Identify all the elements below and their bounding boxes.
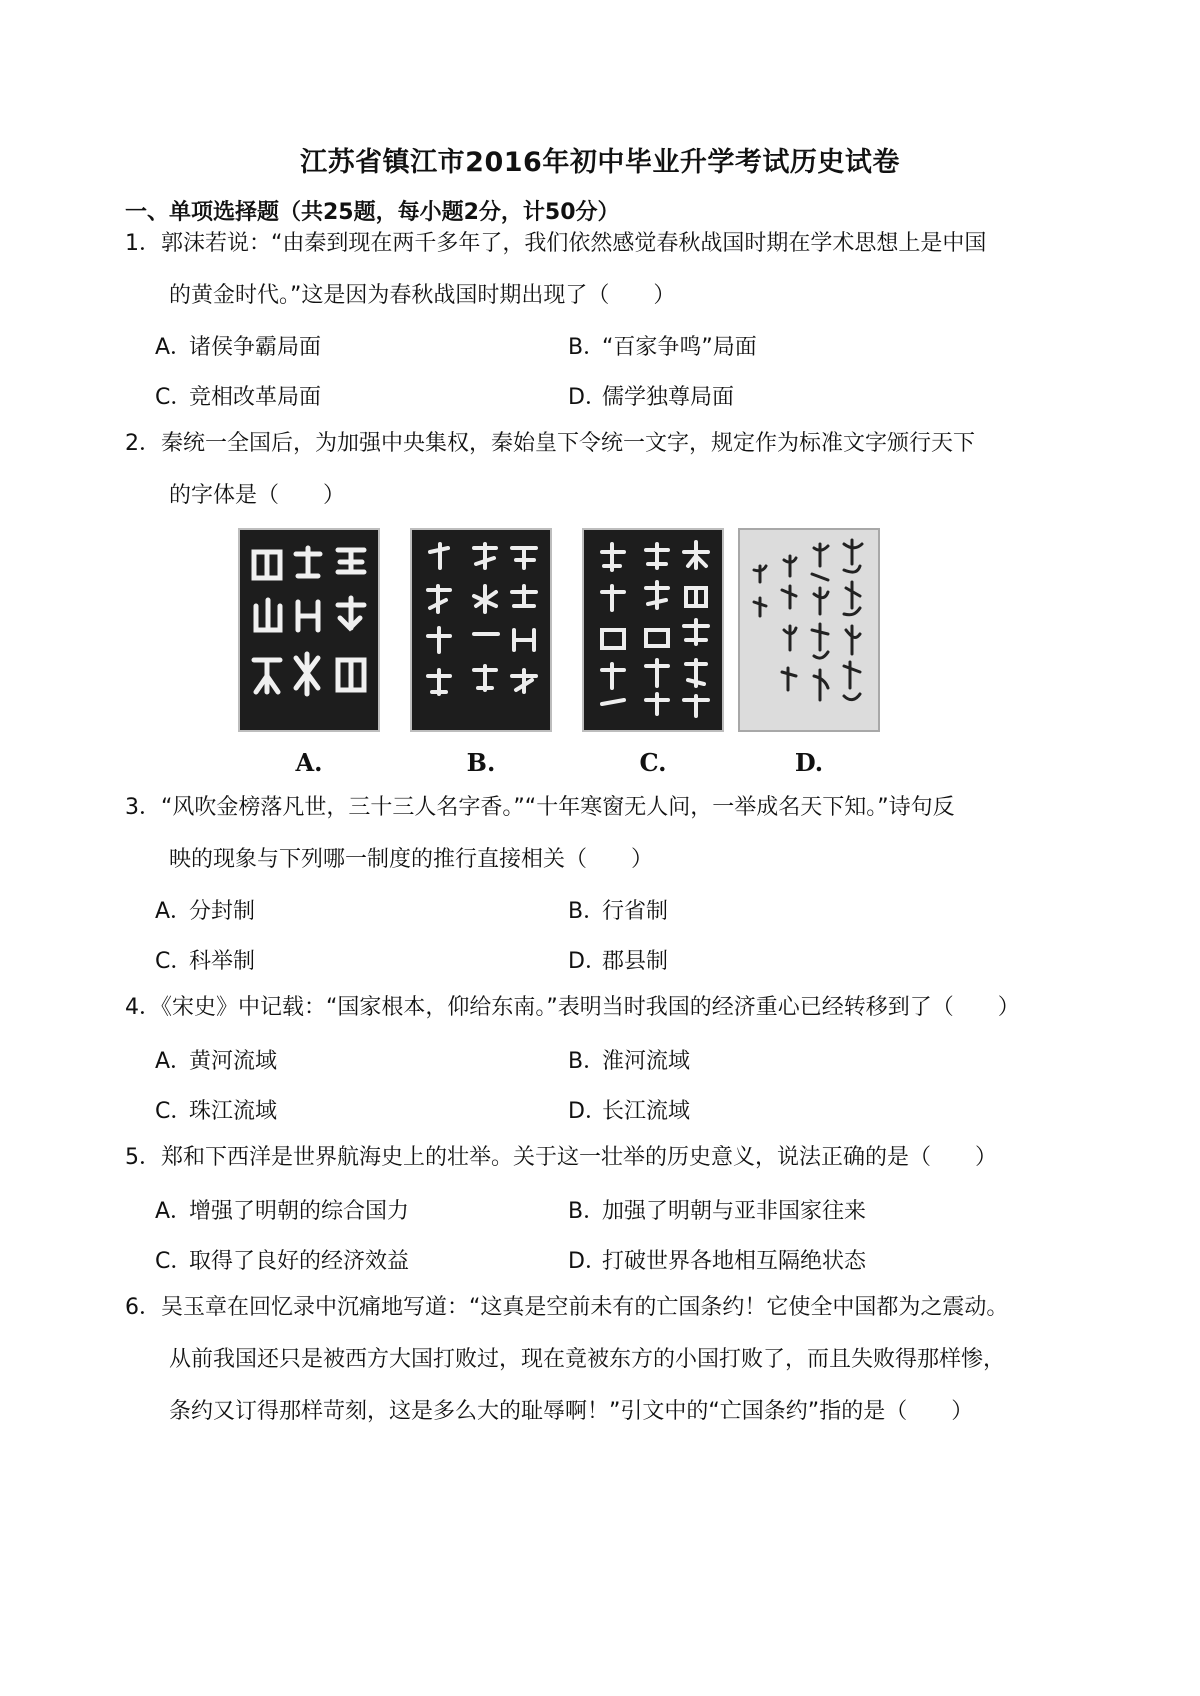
option-4c[interactable] [155, 1094, 277, 1125]
question-6 [125, 1282, 1085, 1438]
option-5c[interactable] [155, 1244, 409, 1275]
option-letter: A． [155, 899, 193, 924]
option-1a[interactable] [155, 330, 321, 361]
option-text: 儒学独尊局面 [602, 385, 735, 410]
question-3 [125, 782, 1085, 886]
option-text: 打破世界各地相互隔绝状态 [602, 1249, 867, 1274]
question-text: 郑和下西洋是世界航海史上的壮举。关于这一壮举的历史意义，说法正确的是（ ） [161, 1145, 998, 1170]
option-5a[interactable] [155, 1194, 409, 1225]
seal-script-image[interactable] [240, 530, 378, 730]
option-letter: C． [155, 949, 193, 974]
option-letter: B． [568, 899, 606, 924]
question-6-line-1 [125, 1282, 1085, 1334]
question-1 [125, 218, 1085, 322]
option-text: 科举制 [189, 949, 256, 974]
option-text: 长江流域 [602, 1099, 691, 1124]
option-letter: B． [568, 335, 606, 360]
question-1-line-1 [125, 218, 1085, 270]
option-4b[interactable] [568, 1044, 690, 1075]
option-text: 分封制 [189, 899, 256, 924]
option-text: 加强了明朝与亚非国家往来 [602, 1199, 867, 1224]
exam-title: 江苏省镇江市2016年初中毕业升学考试历史试卷 [300, 147, 900, 178]
question-6-line-2: 从前我国还只是被西方大国打败过，现在竟被东方的小国打败了，而且失败得那样惨， [169, 1347, 1006, 1372]
question-5-line-1 [125, 1132, 1085, 1184]
option-text: 淮河流域 [602, 1049, 691, 1074]
option-1b[interactable] [568, 330, 757, 361]
question-2-line-1 [125, 418, 1085, 470]
running-script-glyphs [740, 530, 878, 730]
option-text: 竞相改革局面 [189, 385, 322, 410]
question-number: 4． [125, 995, 161, 1020]
option-text: 珠江流域 [189, 1099, 278, 1124]
question-2 [125, 418, 1085, 522]
question-number: 3． [125, 795, 161, 820]
question-text: 郭沫若说：“由秦到现在两千多年了，我们依然感觉春秋战国时期在学术思想上是中国 [161, 231, 987, 256]
option-text: 诸侯争霸局面 [189, 335, 322, 360]
option-letter: B． [568, 1199, 606, 1224]
clerical-script-image[interactable] [412, 530, 550, 730]
option-text: “百家争鸣”局面 [602, 335, 757, 360]
option-1c[interactable] [155, 380, 321, 411]
image-label-c: C. [639, 748, 667, 777]
option-letter: D． [568, 949, 607, 974]
question-number: 1． [125, 231, 161, 256]
calligraphy-images [240, 530, 890, 780]
question-number: 6． [125, 1295, 161, 1320]
option-5d[interactable] [568, 1244, 866, 1275]
regular-script-image[interactable] [584, 530, 722, 730]
option-text: 取得了良好的经济效益 [189, 1249, 410, 1274]
option-letter: C． [155, 385, 193, 410]
clerical-script-glyphs [412, 530, 550, 730]
option-letter: D． [568, 385, 607, 410]
question-text: 秦统一全国后，为加强中央集权，秦始皇下令统一文字，规定作为标准文字颁行天下 [161, 431, 976, 456]
option-letter: B． [568, 1049, 606, 1074]
regular-script-glyphs [584, 530, 722, 730]
option-3d[interactable] [568, 944, 668, 975]
option-text: 郡县制 [602, 949, 669, 974]
option-letter: C． [155, 1249, 193, 1274]
question-4 [125, 982, 1085, 1034]
option-text: 黄河流域 [189, 1049, 278, 1074]
option-letter: A． [155, 335, 193, 360]
question-text: 吴玉章在回忆录中沉痛地写道：“这真是空前未有的亡国条约！它使全中国都为之震动。 [161, 1295, 1009, 1320]
question-text: “风吹金榜落凡世，三十三人名字香。”“十年寒窗无人问，一举成名天下知。”诗句反 [161, 795, 955, 820]
option-3c[interactable] [155, 944, 255, 975]
image-label-b: B. [466, 748, 496, 777]
question-1-line-2: 的黄金时代。”这是因为春秋战国时期出现了（ ） [169, 283, 676, 308]
option-4d[interactable] [568, 1094, 690, 1125]
option-4a[interactable] [155, 1044, 277, 1075]
question-4-line-1 [125, 982, 1085, 1034]
option-letter: A． [155, 1049, 193, 1074]
question-text: 《宋史》中记载：“国家根本，仰给东南。”表明当时我国的经济重心已经转移到了（ ） [161, 995, 1020, 1020]
option-3b[interactable] [568, 894, 668, 925]
option-text: 增强了明朝的综合国力 [189, 1199, 410, 1224]
option-letter: D． [568, 1249, 607, 1274]
option-letter: C． [155, 1099, 193, 1124]
option-letter: D． [568, 1099, 607, 1124]
option-text: 行省制 [602, 899, 669, 924]
running-script-image[interactable] [740, 530, 878, 730]
question-2-line-2: 的字体是（ ） [169, 483, 346, 508]
image-label-d: D. [794, 748, 824, 777]
question-3-line-1 [125, 782, 1085, 834]
option-letter: A． [155, 1199, 193, 1224]
question-3-line-2: 映的现象与下列哪一制度的推行直接相关（ ） [169, 847, 654, 872]
section-heading: 一、单项选择题（共25题，每小题2分，计50分） [125, 200, 620, 225]
option-1d[interactable] [568, 380, 734, 411]
question-6-line-3: 条约又订得那样苛刻，这是多么大的耻辱啊！”引文中的“亡国条约”指的是（ ） [169, 1399, 974, 1424]
option-3a[interactable] [155, 894, 255, 925]
option-5b[interactable] [568, 1194, 866, 1225]
image-label-a: A. [295, 748, 323, 777]
question-5 [125, 1132, 1085, 1184]
seal-script-glyphs [240, 530, 378, 730]
question-number: 5． [125, 1145, 161, 1170]
question-number: 2． [125, 431, 161, 456]
